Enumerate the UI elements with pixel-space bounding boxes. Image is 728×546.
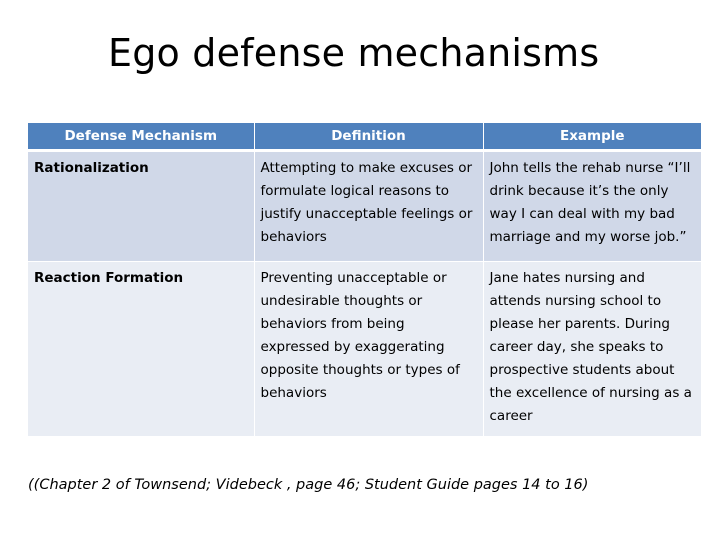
column-header-example: Example [483, 123, 701, 151]
example-cell: Jane hates nursing and attends nursing school to please her parents. During career day, she speaks to prospective students about the excellence of nursing as a career [483, 262, 701, 437]
definition-cell: Preventing unacceptable or undesirable thoughts or behaviors from being expressed by exaggerating opposite thoughts or types of behaviors [254, 262, 483, 437]
definition-cell: Attempting to make excuses or formulate logical reasons to justify unacceptable feelings or behaviors [254, 151, 483, 262]
table-row [28, 262, 701, 437]
slide-title: Ego defense mechanisms [108, 31, 600, 75]
column-header-definition: Definition [254, 123, 483, 151]
table-header-row [28, 123, 701, 151]
defense-mechanisms-table [28, 123, 701, 436]
mechanism-cell: Rationalization [28, 151, 254, 262]
column-header-mechanism: Defense Mechanism [28, 123, 254, 151]
table-row [28, 151, 701, 262]
example-cell: John tells the rehab nurse “I’ll drink because it’s the only way I can deal with my bad marriage and my worse job.” [483, 151, 701, 262]
mechanism-cell: Reaction Formation [28, 262, 254, 437]
citation: ((Chapter 2 of Townsend; Videbeck , page 46; Student Guide pages 14 to 16) [28, 477, 589, 493]
